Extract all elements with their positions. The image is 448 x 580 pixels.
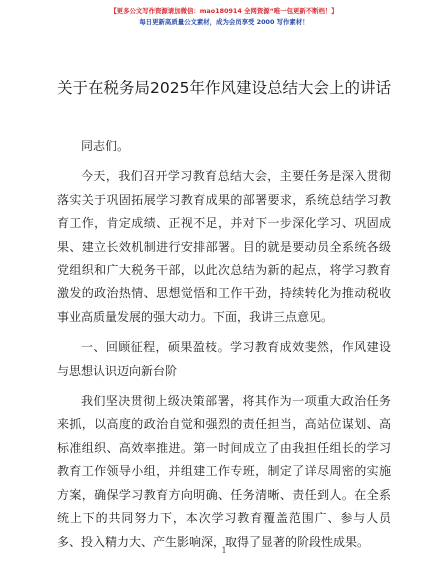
promo-banner bbox=[0, 6, 448, 28]
paragraph-intro: 今天，我们召开学习教育总结大会，主要任务是深入贯彻落实关于巩固拓展学习教育成果的部署要求，系统总结学习教育工作，肯定成绩、正视不足，并对下一步深化学习、巩固成果、建立长效机制进行安排部署。目的就是要动员全系统各级党组织和广大税务干部，以此次总结为新的起点，将学习教育激发的政治热情、思想觉悟和工作干劲，持续转化为推动税收事业高质量发展的强大动力。下面，我讲三点意见。 bbox=[57, 169, 391, 324]
salutation: 同志们。 bbox=[81, 139, 130, 153]
paragraph-section-1: 我们坚决贯彻上级决策部署，将其作为一项重大政治任务来抓，以高度的政治自觉和强烈的责任担当，高站位谋划、高标准组织、高效率推进。第一时间成立了由我担任组长的学习教育工作领导小组，并组建工作专班，制定了详尽周密的实施方案，确保学习教育方向明确、任务清晰、责任到人。在全系统上下的共同努力下，本次学习教育覆盖范围广、参与人员多、投入精力大、产生影响深，取得了显著的阶段性成果。 bbox=[57, 394, 391, 549]
promo-line-1: 【更多公文写作资源请加微信：mao180914 全网资源“唯一包更新不断档！】 bbox=[110, 7, 338, 15]
document-body bbox=[57, 135, 391, 554]
page-number: 1 bbox=[221, 546, 227, 555]
document-title: 关于在税务局2025年作风建设总结大会上的讲话 bbox=[57, 79, 391, 97]
section-heading-1: 一、回顾征程，硕果盈枝。学习教育成效斐然，作风建设与思想认识迈向新台阶 bbox=[57, 340, 391, 378]
promo-line-2: 每日更新高质量公文素材，成为会员享受 2000 写作素材！ bbox=[139, 18, 309, 26]
